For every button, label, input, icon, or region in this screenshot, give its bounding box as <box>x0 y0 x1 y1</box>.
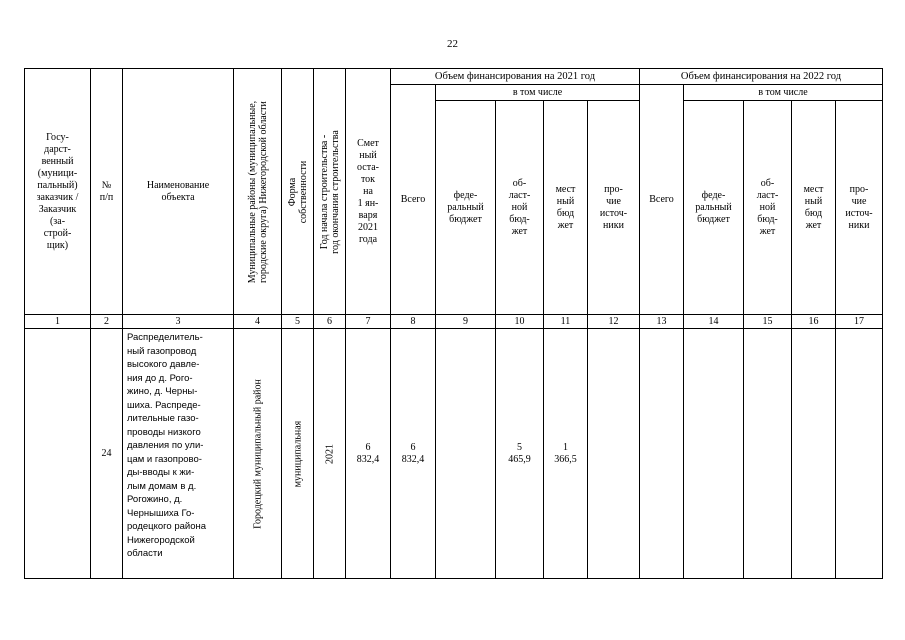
column-number: 17 <box>836 315 883 329</box>
funding-table <box>24 68 883 579</box>
header-funding-2022: Объем финансирования на 2022 год <box>640 69 883 85</box>
cell-regional-2022 <box>744 329 792 579</box>
header-years <box>314 69 346 315</box>
header-ownership-form-text: Форма собственности <box>286 160 309 223</box>
cell-ownership <box>282 329 314 579</box>
cell-regional-2021: 5 465,9 <box>496 329 544 579</box>
cell-federal-2022 <box>684 329 744 579</box>
column-number: 4 <box>234 315 282 329</box>
column-number: 8 <box>391 315 436 329</box>
cell-npp: 24 <box>91 329 123 579</box>
header-other-2021: про- чие источ- ники <box>588 101 640 315</box>
column-number: 10 <box>496 315 544 329</box>
cell-ownership-text: муниципальная <box>292 420 303 487</box>
cell-object-name: Распределитель- ный газопровод высокого давле- ния до д. Рого- жино, д. Черны- шиха. Распреде- лительные газо- проводы низкого давления по ули- цам и газопрово- ды-вводы к жи- лым домам в д. Рогожино, д. Чернышиха Го- родецкого района Нижегородской области <box>123 329 234 579</box>
cell-district <box>234 329 282 579</box>
header-object-name: Наименование объекта <box>123 69 234 315</box>
column-number: 11 <box>544 315 588 329</box>
header-funding-2021: Объем финансирования на 2021 год <box>391 69 640 85</box>
header-npp: № п/п <box>91 69 123 315</box>
header-local-2022: мест ный бюд жет <box>792 101 836 315</box>
header-total-2021: Всего <box>391 85 436 315</box>
page-number: 22 <box>447 38 458 50</box>
header-total-2022: Всего <box>640 85 684 315</box>
cell-years <box>314 329 346 579</box>
header-ownership-form <box>282 69 314 315</box>
cell-other-2021 <box>588 329 640 579</box>
header-customer: Госу- дарст- венный (муници- пальный) заказчик / Заказчик (за- строй- щик) <box>25 69 91 315</box>
header-federal-2022: феде- ральный бюджет <box>684 101 744 315</box>
column-number: 9 <box>436 315 496 329</box>
cell-total-2021: 6 832,4 <box>391 329 436 579</box>
header-federal-2021: феде- ральный бюджет <box>436 101 496 315</box>
column-number: 12 <box>588 315 640 329</box>
column-number: 14 <box>684 315 744 329</box>
table-row <box>25 329 883 579</box>
cell-years-text: 2021 <box>324 443 335 464</box>
header-years-text: Год начала строительства - год окончания строительства <box>318 129 341 254</box>
header-estimate-balance: Смет ный оста- ток на 1 ян- варя 2021 года <box>346 69 391 315</box>
cell-estimate-balance: 6 832,4 <box>346 329 391 579</box>
header-municipal-districts-text: Муниципальные районы (муниципальные, городские округа) Нижегородской области <box>246 100 269 283</box>
cell-total-2022 <box>640 329 684 579</box>
cell-other-2022 <box>836 329 883 579</box>
cell-local-2022 <box>792 329 836 579</box>
cell-federal-2021 <box>436 329 496 579</box>
column-number: 16 <box>792 315 836 329</box>
header-municipal-districts <box>234 69 282 315</box>
header-other-2022: про- чие источ- ники <box>836 101 883 315</box>
column-number: 13 <box>640 315 684 329</box>
column-number: 15 <box>744 315 792 329</box>
header-local-2021: мест ный бюд жет <box>544 101 588 315</box>
column-number: 5 <box>282 315 314 329</box>
cell-district-text: Городецкий муниципальный район <box>252 378 263 529</box>
header-including-2022: в том числе <box>684 85 883 101</box>
cell-customer <box>25 329 91 579</box>
column-number: 6 <box>314 315 346 329</box>
header-regional-2022: об- ласт- ной бюд- жет <box>744 101 792 315</box>
column-number: 2 <box>91 315 123 329</box>
header-including-2021: в том числе <box>436 85 640 101</box>
cell-local-2021: 1 366,5 <box>544 329 588 579</box>
column-number: 1 <box>25 315 91 329</box>
column-number: 3 <box>123 315 234 329</box>
column-number: 7 <box>346 315 391 329</box>
header-regional-2021: об- ласт- ной бюд- жет <box>496 101 544 315</box>
